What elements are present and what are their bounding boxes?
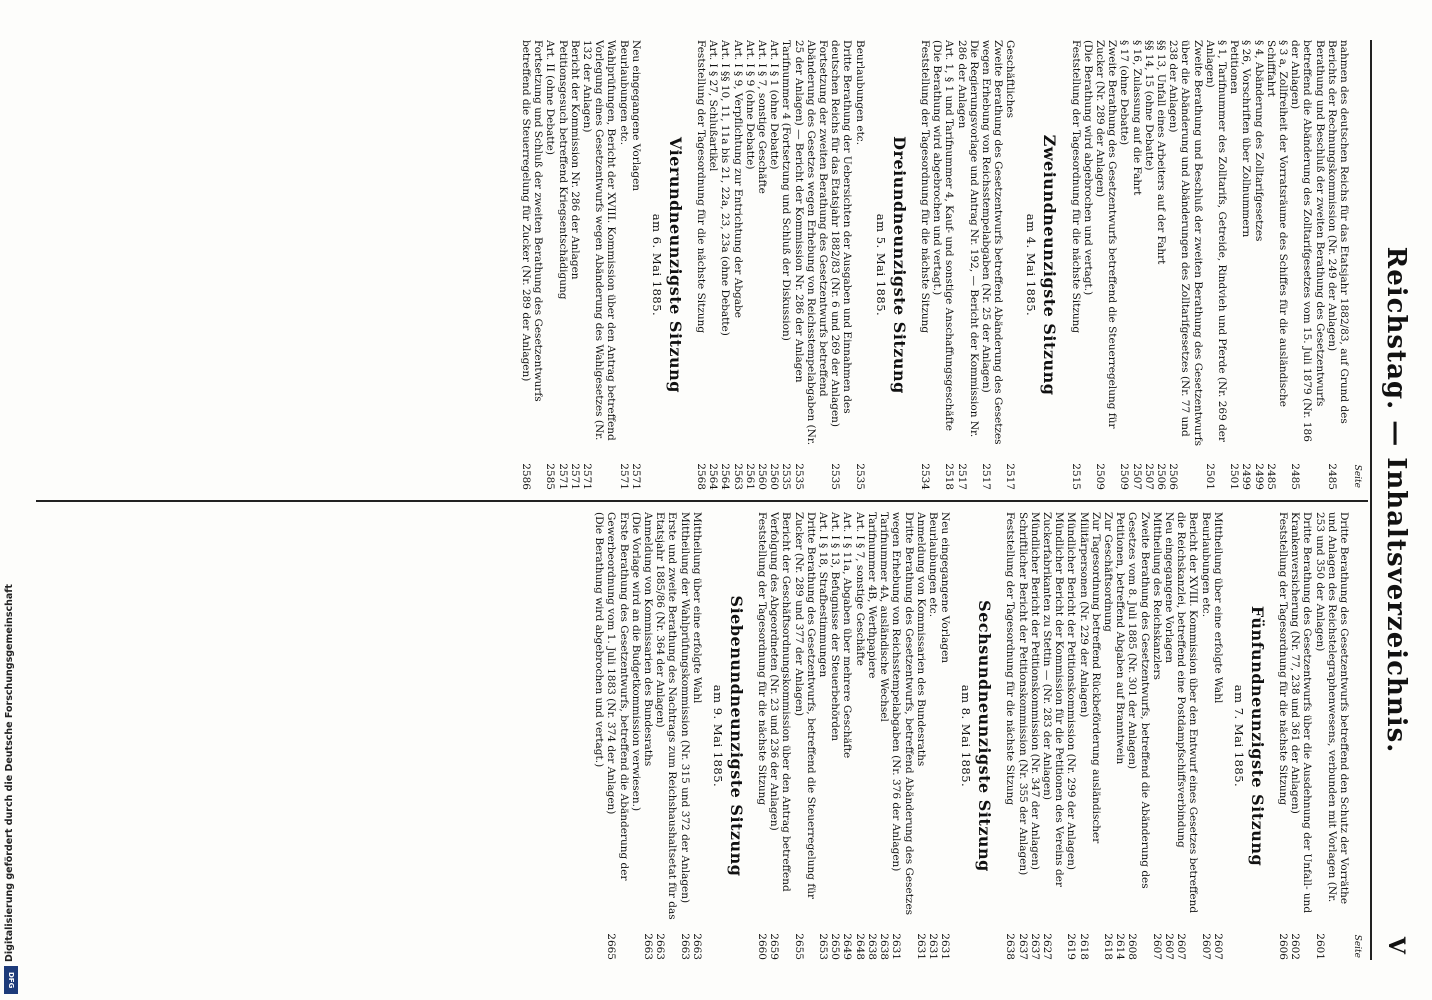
- toc-entry-page: 2601: [1313, 933, 1326, 960]
- toc-entry-text: Mittheilung des Reichskanzlers: [1150, 512, 1163, 680]
- toc-entry: [642, 512, 654, 960]
- toc-entry-text: Petitionen, betreffend Abgaben auf Branntwein: [1114, 512, 1127, 765]
- toc-entry-text: § 4, Abänderung des Zolltarifgesetzes: [1252, 40, 1265, 242]
- toc-entry: [829, 512, 841, 960]
- toc-entry: [768, 512, 792, 960]
- session-date: am 6. Mai 1885.: [649, 213, 664, 317]
- toc-entry-page: 2571: [568, 463, 581, 490]
- right-column: [40, 512, 1362, 960]
- toc-entry: [1041, 512, 1065, 960]
- toc-entry-page: 2619: [1065, 933, 1078, 960]
- session-heading: Sechsundneunzigste Sitzung: [975, 600, 995, 872]
- toc-entry-page: 2606: [1276, 933, 1289, 960]
- toc-entry: [792, 40, 829, 490]
- toc-entry-text: Neu eingegangene Vorlagen: [629, 40, 642, 192]
- toc-entry-text: (Die Berathung wird abgebrochen und vertagt.): [931, 40, 944, 296]
- toc-entry: [1265, 40, 1289, 490]
- toc-entry-page: 2663: [690, 933, 703, 960]
- toc-entry-page: 2485: [1325, 463, 1338, 490]
- toc-entry-page: 2560: [768, 463, 781, 490]
- toc-entry: [866, 512, 878, 960]
- toc-entry: [780, 40, 792, 490]
- toc-entry-text: Beurlaubungen etc.: [926, 512, 939, 618]
- toc-entry-text: Art. I §§ 10, 11, 11a bis 21, 22a, 23, 23a (ohne Debatte): [719, 40, 732, 336]
- toc-entry-page: 2655: [792, 933, 805, 960]
- toc-entry-page: 2509: [1118, 463, 1131, 490]
- toc-entry-text: (Die Vorlage wird an die Budgetkommission verwiesen.): [629, 512, 642, 812]
- toc-entry-text: § 3 a, Zollfreiheit der Vorratsräume des Schiffes für die ausländische Schifffahrt: [1264, 40, 1289, 407]
- session-heading: Dreiundneunzigste Sitzung: [889, 136, 909, 394]
- toc-entry-text: Dritte Berathung des Gesetzentwurfs betreffend den Schutz der Vorräthe und Anlagen des Reichstelegraphenwesens, verbunden mit Vorlagen (Nr. 253 und 350 der Anlagen): [1313, 512, 1350, 905]
- toc-entry-page: 2535: [853, 463, 866, 490]
- seite-label: Seite: [1352, 464, 1362, 488]
- toc-entry-text: Tarifnummer 4 (Fortsetzung und Schluß der Diskussion): [780, 40, 793, 341]
- toc-entry-page: 2602: [1289, 933, 1302, 960]
- toc-entry-page: 2631: [890, 933, 903, 960]
- toc-entry-page: 2506: [1154, 463, 1167, 490]
- toc-entry: [1228, 40, 1240, 490]
- toc-entry: [931, 40, 943, 490]
- toc-entry: [719, 40, 731, 490]
- toc-entry-page: 2638: [1004, 933, 1017, 960]
- toc-entry: [854, 40, 866, 490]
- toc-entry: [939, 512, 951, 960]
- toc-entry-text: Erste Berathung des Gesetzentwurfs, betreffend die Abänderung der Gewerbeordnung vom 1. Juli 1883 (Nr. 374 der Anlagen): [605, 512, 630, 881]
- toc-entry-text: Zweite Berathung und Beschluß der zweiten Berathung des Gesetzentwurfs über die Abänderung und Abänderungen des Zolltarifgesetzes (Nr. 77 und 238 der Anlagen): [1167, 40, 1204, 446]
- toc-entry-text: Art. I § 7, sonstige Geschäfte: [853, 512, 866, 666]
- toc-entry-page: 2638: [865, 933, 878, 960]
- toc-entry-page: 2631: [926, 933, 939, 960]
- toc-entry: [1252, 40, 1264, 490]
- toc-entry-page: 2663: [642, 933, 655, 960]
- toc-entry-page: 2507: [1130, 463, 1143, 490]
- toc-entry-page: 2499: [1252, 463, 1265, 490]
- toc-entry-page: 2535: [792, 463, 805, 490]
- toc-entry-page: 2608: [1126, 933, 1139, 960]
- toc-entry-text: Art. 1, § 1 und Tarifnummer 4, Kauf- und sonstige Anschaffungsgeschäfte: [943, 40, 956, 431]
- toc-entry-text: Feststellung der Tagesordnung für die nächste Sitzung: [695, 40, 708, 334]
- toc-entry-page: 2586: [520, 463, 533, 490]
- toc-entry-text: Bericht der Kommission Nr. 286 der Anlagen: [568, 40, 581, 280]
- toc-entry-page: 2563: [731, 463, 744, 490]
- toc-entry-page: 2571: [581, 463, 594, 490]
- toc-entry: [1163, 512, 1175, 960]
- toc-entry-text: Schriftlicher Bericht der Petitionskommission (Nr. 355 der Anlagen): [1016, 512, 1029, 876]
- toc-entry-text: Geschäftliches: [1004, 40, 1017, 118]
- page-title: Reichstag. — Inhaltsverzeichnis.: [1381, 246, 1411, 754]
- toc-entry: [841, 512, 853, 960]
- toc-entry-page: 2650: [829, 933, 842, 960]
- toc-entry-page: 2501: [1228, 463, 1241, 490]
- toc-entry-text: Art. I § 1 (ohne Debatte): [768, 40, 781, 170]
- left-column-entries: [520, 40, 1350, 490]
- toc-entry-text: Feststellung der Tagesordnung für die nächste Sitzung: [1069, 40, 1082, 334]
- session-heading: Fünfundneunzigste Sitzung: [1247, 605, 1267, 867]
- toc-entry-text: Art. II (ohne Debatte): [544, 40, 557, 155]
- toc-entry-text: Zur Geschäftsordnung: [1101, 512, 1114, 632]
- session-date: am 5. Mai 1885.: [873, 213, 888, 317]
- toc-entry-text: § 16, Zulassung auf die Fahrt: [1130, 40, 1143, 196]
- toc-entry: [630, 512, 642, 960]
- toc-entry-page: 2618: [1077, 933, 1090, 960]
- session-date: am 8. Mai 1885.: [959, 684, 974, 788]
- toc-entry-text: Art. I § 18, Strafbestimmungen: [817, 512, 830, 678]
- toc-entry-text: Bericht der XVIII. Kommission über den Entwurf eines Gesetzes betreffend die Reichskanzlei, betreffend eine Postdampfschiffsverbindung: [1175, 512, 1200, 914]
- toc-entry-page: 2665: [605, 933, 618, 960]
- toc-entry: [1289, 40, 1326, 490]
- toc-entry: [617, 40, 629, 490]
- toc-entry-page: 2485: [1264, 463, 1277, 490]
- toc-entry-page: 2660: [756, 933, 769, 960]
- toc-entry: [678, 512, 690, 960]
- session-heading: Vierundneunzigste Sitzung: [665, 137, 685, 393]
- toc-entry-page: 2535: [829, 463, 842, 490]
- right-column-entries: [593, 512, 1350, 960]
- toc-entry: [630, 40, 642, 490]
- toc-entry-page: 2571: [629, 463, 642, 490]
- toc-entry-page: 2614: [1114, 933, 1127, 960]
- toc-entry-text: Zweite Berathung des Gesetzentwurfs betreffend Abänderung des Gesetzes wegen Erhebung von Reichsstempelabgaben (Nr. 25 der Anlagen): [979, 40, 1005, 445]
- toc-entry: [1077, 512, 1101, 960]
- toc-entry-page: 2607: [1175, 933, 1188, 960]
- toc-entry-page: 2507: [1142, 463, 1155, 490]
- toc-entry: [792, 512, 816, 960]
- toc-entry: [955, 40, 979, 490]
- toc-entry-page: 2561: [743, 463, 756, 490]
- toc-entry-text: Neu eingegangene Vorlagen: [939, 512, 952, 664]
- toc-entry-page: 2585: [544, 463, 557, 490]
- dfg-logo: DFG: [4, 966, 18, 994]
- toc-entry-page: 2648: [853, 933, 866, 960]
- toc-entry-text: Petitionsgesuch betreffend Kriegsentschädigung: [556, 40, 569, 300]
- toc-entry-page: 2607: [1199, 933, 1212, 960]
- toc-entry-page: 2534: [918, 463, 931, 490]
- toc-entry: [1029, 512, 1041, 960]
- toc-entry-page: 2663: [678, 933, 691, 960]
- toc-entry: [1016, 512, 1028, 960]
- toc-entry-page: 2517: [955, 463, 968, 490]
- session-date: am 4. Mai 1885.: [1024, 213, 1039, 317]
- toc-entry: [1289, 512, 1313, 960]
- toc-entry: [817, 512, 829, 960]
- toc-entry-page: 2653: [817, 933, 830, 960]
- toc-entry: [695, 40, 707, 490]
- toc-entry-page: 2663: [654, 933, 667, 960]
- toc-entry: [707, 40, 719, 490]
- toc-entry-page: 2618: [1101, 933, 1114, 960]
- toc-entry-page: 2560: [756, 463, 769, 490]
- toc-entry-text: (Die Berathung wird abgebrochen und vertagt.): [593, 512, 606, 768]
- toc-entry-text: Art. I § 7, sonstige Geschäfte: [756, 40, 769, 194]
- toc-entry: [1151, 512, 1163, 960]
- toc-entry-text: Die Regierungsvorlage und Antrag Nr. 192, — Bericht der Kommission Nr. 286 der Anlagen: [955, 40, 980, 438]
- toc-entry: [919, 40, 931, 490]
- toc-entry-text: Dritte Berathung der Uebersichten der Ausgaben und Einnahmen des deutschen Reichs für das Etatsjahr 1882/83 (Nr. 6 und 269 der Anlagen): [829, 40, 854, 428]
- toc-entry: [1143, 40, 1155, 490]
- toc-entry-page: 2631: [939, 933, 952, 960]
- toc-entry-text: Fortsetzung und Schluß der zweiten Berathung des Gesetzentwurfs betreffend die Steuerregelung für Zucker (Nr. 289 der Anlagen): [520, 40, 545, 402]
- toc-entry: [854, 512, 866, 960]
- toc-entry-text: Tarifnummer 4B, Werthpapiere: [865, 512, 878, 679]
- toc-entry-page: 2517: [1004, 463, 1017, 490]
- toc-entry: [569, 40, 581, 490]
- toc-entry: [1326, 40, 1350, 490]
- toc-entry: [654, 512, 678, 960]
- toc-entry-text: Anmeldung von Kommissarien des Bundesraths: [914, 512, 927, 767]
- toc-entry: [1118, 40, 1130, 490]
- toc-entry-text: Art. I § 13, Befugnisse der Steuerbehörden: [829, 512, 842, 742]
- toc-entry-page: 2607: [1211, 933, 1224, 960]
- page-header: [1374, 40, 1418, 960]
- seite-label: Seite: [1352, 934, 1362, 958]
- toc-entry-page: 2568: [695, 463, 708, 490]
- toc-entry-page: 2509: [1093, 463, 1106, 490]
- toc-entry-text: Wahlprüfungen, Bericht der XVIII. Kommission über den Antrag betreffend Vorlegung eines Gesetzentwurfs wegen Abänderung des Wahlgesetzes (Nr. 132 der Anlagen): [581, 40, 618, 441]
- toc-entry: [605, 512, 629, 960]
- toc-entry: [943, 40, 955, 490]
- toc-entry: [581, 40, 618, 490]
- toc-entry: [1167, 40, 1204, 490]
- digitization-credit: Digitalisierung gefördert durch die Deutsche Forschungsgemeinschaft: [4, 584, 15, 962]
- toc-entry-text: Fortsetzung der zweiten Berathung des Gesetzentwurfs betreffend Abänderung des Gesetzes wegen Erhebung von Reichsstempelabgaben (Nr. 25 der Anlagen) — Bericht der Kommission Nr. 286 der Anlagen: [792, 40, 830, 446]
- toc-entry-text: Mittheilung über eine erfolgte Wahl: [1211, 512, 1224, 704]
- toc-entry: [890, 512, 914, 960]
- toc-entry-text: Berathung und Beschluß der zweiten Berathung des Gesetzentwurfs betreffend die Abänderung des Zolltarifgesetzes vom 15. Juli 1879 (Nr. 186 der Anlagen): [1289, 40, 1326, 442]
- toc-entry: [915, 512, 927, 960]
- toc-entry: [1004, 512, 1016, 960]
- toc-entry-text: Anmeldung von Kommissarien des Bundesraths: [642, 512, 655, 767]
- toc-entry: [520, 40, 544, 490]
- toc-entry-page: 2518: [943, 463, 956, 490]
- toc-entry: [927, 512, 939, 960]
- toc-entry-text: Tarifnummer 4A, ausländische Wechsel: [878, 512, 891, 722]
- toc-entry-text: Dritte Berathung des Gesetzentwurfs über die Ausdehnung der Unfall- und Krankenversicherung (Nr. 77, 238 und 361 der Anlagen): [1289, 512, 1314, 914]
- toc-entry-page: 2501: [1203, 463, 1216, 490]
- toc-entry-text: § 1, Tarifnummer des Zolltarifs, Getreide, Rindvieh und Pferde (Nr. 269 der Anlagen): [1203, 40, 1228, 443]
- toc-entry-text: Dritte Berathung des Gesetzentwurfs, betreffend die Steuerregelung für Zucker (Nr. 289 und 377 der Anlagen): [792, 512, 817, 900]
- toc-entry-text: Feststellung der Tagesordnung für die nächste Sitzung: [1004, 512, 1017, 806]
- toc-entry: [1175, 512, 1199, 960]
- toc-entry: [1155, 40, 1167, 490]
- toc-entry-text: § 26, Vorschriften über Zollnummern: [1240, 40, 1253, 238]
- toc-entry-text: Art. I § 9 (ohne Debatte): [743, 40, 756, 170]
- toc-entry-text: Zweite Berathung des Gesetzentwurfs, betreffend die Abänderung des Gesetzes vom 8. Juli 1885 (Nr. 301 der Anlagen): [1126, 512, 1151, 889]
- toc-entry-page: 2649: [841, 933, 854, 960]
- toc-entry-text: § 17 (ohne Debatte): [1118, 40, 1131, 146]
- toc-entry: [1130, 40, 1142, 490]
- toc-entry: [829, 40, 853, 490]
- toc-entry-text: §§ 14, 15 (ohne Debatte): [1142, 40, 1155, 171]
- toc-entry: [1094, 40, 1118, 490]
- toc-entry-page: 2564: [719, 463, 732, 490]
- toc-entry-text: Zweite Berathung des Gesetzentwurfs betreffend die Steuerregelung für Zucker (Nr. 289 der Anlagen): [1093, 40, 1119, 429]
- toc-entry-page: 2638: [878, 933, 891, 960]
- toc-entry: [744, 40, 756, 490]
- toc-entry-page: 2627: [1040, 933, 1053, 960]
- toc-entry-page: 2631: [914, 933, 927, 960]
- toc-entry-page: 2637: [1016, 933, 1029, 960]
- toc-entry-page: 2571: [617, 463, 630, 490]
- toc-entry-page: 2517: [979, 463, 992, 490]
- toc-entry-text: Beurlaubungen etc.: [853, 40, 866, 146]
- toc-entry: [556, 40, 568, 490]
- toc-entry-text: Feststellung der Tagesordnung für die nächste Sitzung: [756, 512, 769, 806]
- toc-entry: [1082, 40, 1094, 490]
- toc-entry-text: nahmen des deutschen Reichs für das Etatsjahr 1882/83, auf Grund des Berichts der Rechnungskommission (Nr. 249 der Anlagen): [1325, 40, 1350, 424]
- toc-entry-text: Art. I § 11a, Abgaben über mehrere Geschäfte: [841, 512, 854, 759]
- toc-entry: [1313, 512, 1350, 960]
- toc-entry-page: 2506: [1167, 463, 1180, 490]
- toc-entry-page: 2535: [780, 463, 793, 490]
- toc-entry-text: Feststellung der Tagesordnung für die nächste Sitzung: [918, 40, 931, 334]
- toc-entry: [1277, 512, 1289, 960]
- toc-entry-page: 2637: [1028, 933, 1041, 960]
- toc-entry: [1114, 512, 1126, 960]
- toc-entry-text: Petitionen: [1228, 40, 1241, 95]
- header-rule: [1370, 40, 1372, 960]
- toc-entry-text: Zur Tagesordnung betreffend Rückbeförderung ausländischer Militärpersonen (Nr. 229 der Anlagen): [1077, 512, 1102, 844]
- session-heading: Siebenundneunzigste Sitzung: [726, 595, 746, 877]
- toc-entry: [1199, 512, 1211, 960]
- toc-entry-text: Art. I § 9, Verpflichtung zur Entrichtung der Abgabe: [731, 40, 744, 318]
- toc-entry-text: (Die Berathung wird abgebrochen und vertagt.): [1081, 40, 1094, 296]
- toc-entry: [1065, 512, 1077, 960]
- toc-entry-text: Art. I § 27, Schlußartikel: [707, 40, 720, 172]
- toc-entry-page: 2607: [1150, 933, 1163, 960]
- toc-entry-text: Neu eingegangene Vorlagen: [1162, 512, 1175, 664]
- toc-entry-text: Mündlicher Bericht der Petitionskommission (Nr. 299 der Anlagen): [1065, 512, 1078, 870]
- toc-entry: [1004, 40, 1016, 490]
- toc-entry-text: §§ 13, Unfall eines Arbeiters auf der Fahrt: [1154, 40, 1167, 265]
- toc-entry: [1069, 40, 1081, 490]
- toc-entry: [768, 40, 780, 490]
- toc-entry: [731, 40, 743, 490]
- toc-entry-text: Bericht der Geschäftsordnungskommission über den Antrag betreffend Verfolgung des Abgeordneten (Nr. 23 und 236 der Anlagen): [768, 512, 793, 892]
- toc-entry-text: Mündlicher Bericht der Kommission für die Petitionen des Vereins der Zuckerfabrikanten zu Stettin — (Nr. 283 der Anlagen): [1040, 512, 1066, 887]
- toc-entry: [980, 40, 1004, 490]
- toc-entry-page: 2564: [707, 463, 720, 490]
- toc-entry-page: 2659: [768, 933, 781, 960]
- left-column: [40, 40, 1362, 490]
- toc-entry: [756, 512, 768, 960]
- toc-entry-page: 2571: [556, 463, 569, 490]
- toc-entry: [878, 512, 890, 960]
- column-divider: [36, 500, 1368, 502]
- digitization-sidebar: [2, 0, 16, 1000]
- toc-entry-page: 2607: [1162, 933, 1175, 960]
- toc-entry: [1212, 512, 1224, 960]
- toc-entry-text: Beurlaubungen etc.: [1199, 512, 1212, 618]
- toc-entry-page: 2515: [1069, 463, 1082, 490]
- toc-entry-text: Erste und zweite Berathung des Nachtrags zum Reichshaushaltsetat für das Etatsjahr 1885/86 (Nr. 364 der Anlagen): [654, 512, 679, 920]
- toc-entry-text: Mündlicher Bericht der Petitionskommission (Nr. 347 der Anlagen): [1028, 512, 1041, 870]
- toc-entry: [593, 512, 605, 960]
- toc-entry: [1240, 40, 1252, 490]
- toc-entry: [1204, 40, 1228, 490]
- toc-entry-text: Mittheilung über eine erfolgte Wahl: [690, 512, 703, 704]
- toc-entry: [691, 512, 703, 960]
- toc-entry-text: Beurlaubungen etc.: [617, 40, 630, 146]
- toc-entry: [1102, 512, 1114, 960]
- toc-entry-page: 2499: [1240, 463, 1253, 490]
- toc-entry: [756, 40, 768, 490]
- session-date: am 9. Mai 1885.: [710, 684, 725, 788]
- session-date: am 7. Mai 1885.: [1231, 684, 1246, 788]
- toc-entry-text: Mittheilung der Wahlprüfungskommission (Nr. 315 und 372 der Anlagen): [678, 512, 691, 904]
- page-number-roman: V: [1383, 936, 1409, 954]
- toc-entry: [544, 40, 556, 490]
- session-heading: Zweiundneunzigste Sitzung: [1040, 134, 1060, 396]
- toc-entry-text: Feststellung der Tagesordnung für die nächste Sitzung: [1276, 512, 1289, 806]
- toc-entry: [1126, 512, 1150, 960]
- toc-entry-page: 2485: [1289, 463, 1302, 490]
- toc-entry-text: Dritte Berathung des Gesetzentwurfs, betreffend Abänderung des Gesetzes wegen Erhebung von Reichsstempelabgaben (Nr. 376 der Anlagen): [890, 512, 915, 916]
